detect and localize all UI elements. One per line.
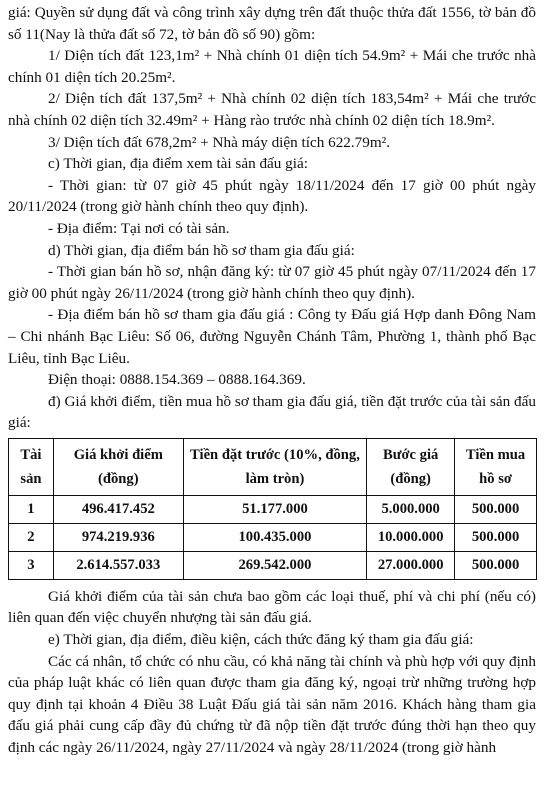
cell-deposit: 269.542.000 — [183, 551, 367, 579]
cell-asset: 1 — [9, 495, 54, 523]
cell-deposit: 51.177.000 — [183, 495, 367, 523]
paragraph: giá: Quyền sử dụng đất và công trình xây dựng trên đất thuộc thửa đất 1556, tờ bản đồ số 11(Nay là thửa đất số 72, tờ bản đồ số 90) gồm: — [8, 4, 536, 43]
table-row — [9, 523, 537, 551]
table-row — [9, 551, 537, 579]
paragraph: Các cá nhân, tổ chức có nhu cầu, có khả năng tài chính và phù hợp với quy định của pháp luật khác có liên quan được tham gia đăng ký, ngoại trừ những trường hợp quy định tại khoản 4 Điều 38 Luật Đấu giá tài sản năm 2016. Khách hàng tham gia đấu giá phải cung cấp đầy đủ chứng từ đã nộp tiền đặt trước đúng thời hạn theo quy định các ngày 26/11/2024, ngày 27/11/2024 và ngày 28/11/2024 (trong giờ hành — [8, 652, 536, 757]
body-text-top — [8, 2, 536, 434]
cell-deposit: 100.435.000 — [183, 523, 367, 551]
paragraph: Điện thoại: 0888.154.369 – 0888.164.369. — [48, 371, 306, 389]
cell-asset: 3 — [9, 551, 54, 579]
paragraph: - Địa điểm bán hồ sơ tham gia đấu giá : Công ty Đấu giá Hợp danh Đông Nam – Chi nhánh Bạc Liêu: Số 06, đường Nguyễn Chánh Tâm, Phường 1, thành phố Bạc Liêu, tỉnh Bạc Liêu. — [8, 306, 536, 367]
header-deposit: Tiền đặt trước (10%, đồng, làm tròn) — [183, 438, 367, 495]
paragraph: - Địa điểm: Tại nơi có tài sản. — [48, 219, 230, 237]
header-dossier-fee: Tiền mua hồ sơ — [455, 438, 537, 495]
cell-price-step: 5.000.000 — [367, 495, 455, 523]
paragraph: - Thời gian bán hồ sơ, nhận đăng ký: từ 07 giờ 45 phút ngày 07/11/2024 đến 17 giờ 00 phút ngày 26/11/2024 (trong giờ hành chính theo quy định). — [8, 263, 536, 302]
cell-dossier-fee: 500.000 — [455, 495, 537, 523]
header-price-step: Bước giá (đồng) — [367, 438, 455, 495]
paragraph: 3/ Diện tích đất 678,2m² + Nhà máy diện tích 622.79m². — [48, 133, 391, 151]
cell-price-step: 27.000.000 — [367, 551, 455, 579]
body-text-bottom — [8, 586, 536, 759]
cell-dossier-fee: 500.000 — [455, 523, 537, 551]
header-asset: Tài sản — [9, 438, 54, 495]
paragraph: Giá khởi điểm của tài sản chưa bao gồm các loại thuế, phí và chi phí (nếu có) liên quan đến việc chuyển nhượng tài sản đấu giá. — [8, 587, 536, 627]
asset-price-table — [8, 438, 537, 580]
paragraph: d) Thời gian, địa điểm bán hồ sơ tham gia đấu giá: — [48, 241, 355, 259]
cell-starting-price: 496.417.452 — [53, 495, 183, 523]
paragraph: e) Thời gian, địa điểm, điều kiện, cách thức đăng ký tham gia đấu giá: — [48, 631, 474, 649]
cell-starting-price: 2.614.557.033 — [53, 551, 183, 579]
paragraph: 2/ Diện tích đất 137,5m² + Nhà chính 02 diện tích 183,54m² + Mái che trước nhà chính 02 diện tích 32.49m² + Hàng rào trước nhà chính 02 diện tích 18.9m². — [8, 90, 536, 129]
cell-starting-price: 974.219.936 — [53, 523, 183, 551]
paragraph: c) Thời gian, địa điểm xem tài sản đấu giá: — [48, 155, 308, 173]
table-row — [9, 495, 537, 523]
cell-asset: 2 — [9, 523, 54, 551]
cell-dossier-fee: 500.000 — [455, 551, 537, 579]
paragraph: đ) Giá khởi điểm, tiền mua hồ sơ tham gia đấu giá, tiền đặt trước của tài sản đấu giá: — [8, 392, 536, 432]
cell-price-step: 10.000.000 — [367, 523, 455, 551]
table-header-row — [9, 438, 537, 495]
header-starting-price: Giá khởi điểm (đồng) — [53, 438, 183, 495]
paragraph: - Thời gian: từ 07 giờ 45 phút ngày 18/11/2024 đến 17 giờ 00 phút ngày 20/11/2024 (trong giờ hành chính theo quy định). — [8, 176, 536, 216]
paragraph: 1/ Diện tích đất 123,1m² + Nhà chính 01 diện tích 54.9m² + Mái che trước nhà chính 01 diện tích 20.25m². — [8, 47, 536, 86]
